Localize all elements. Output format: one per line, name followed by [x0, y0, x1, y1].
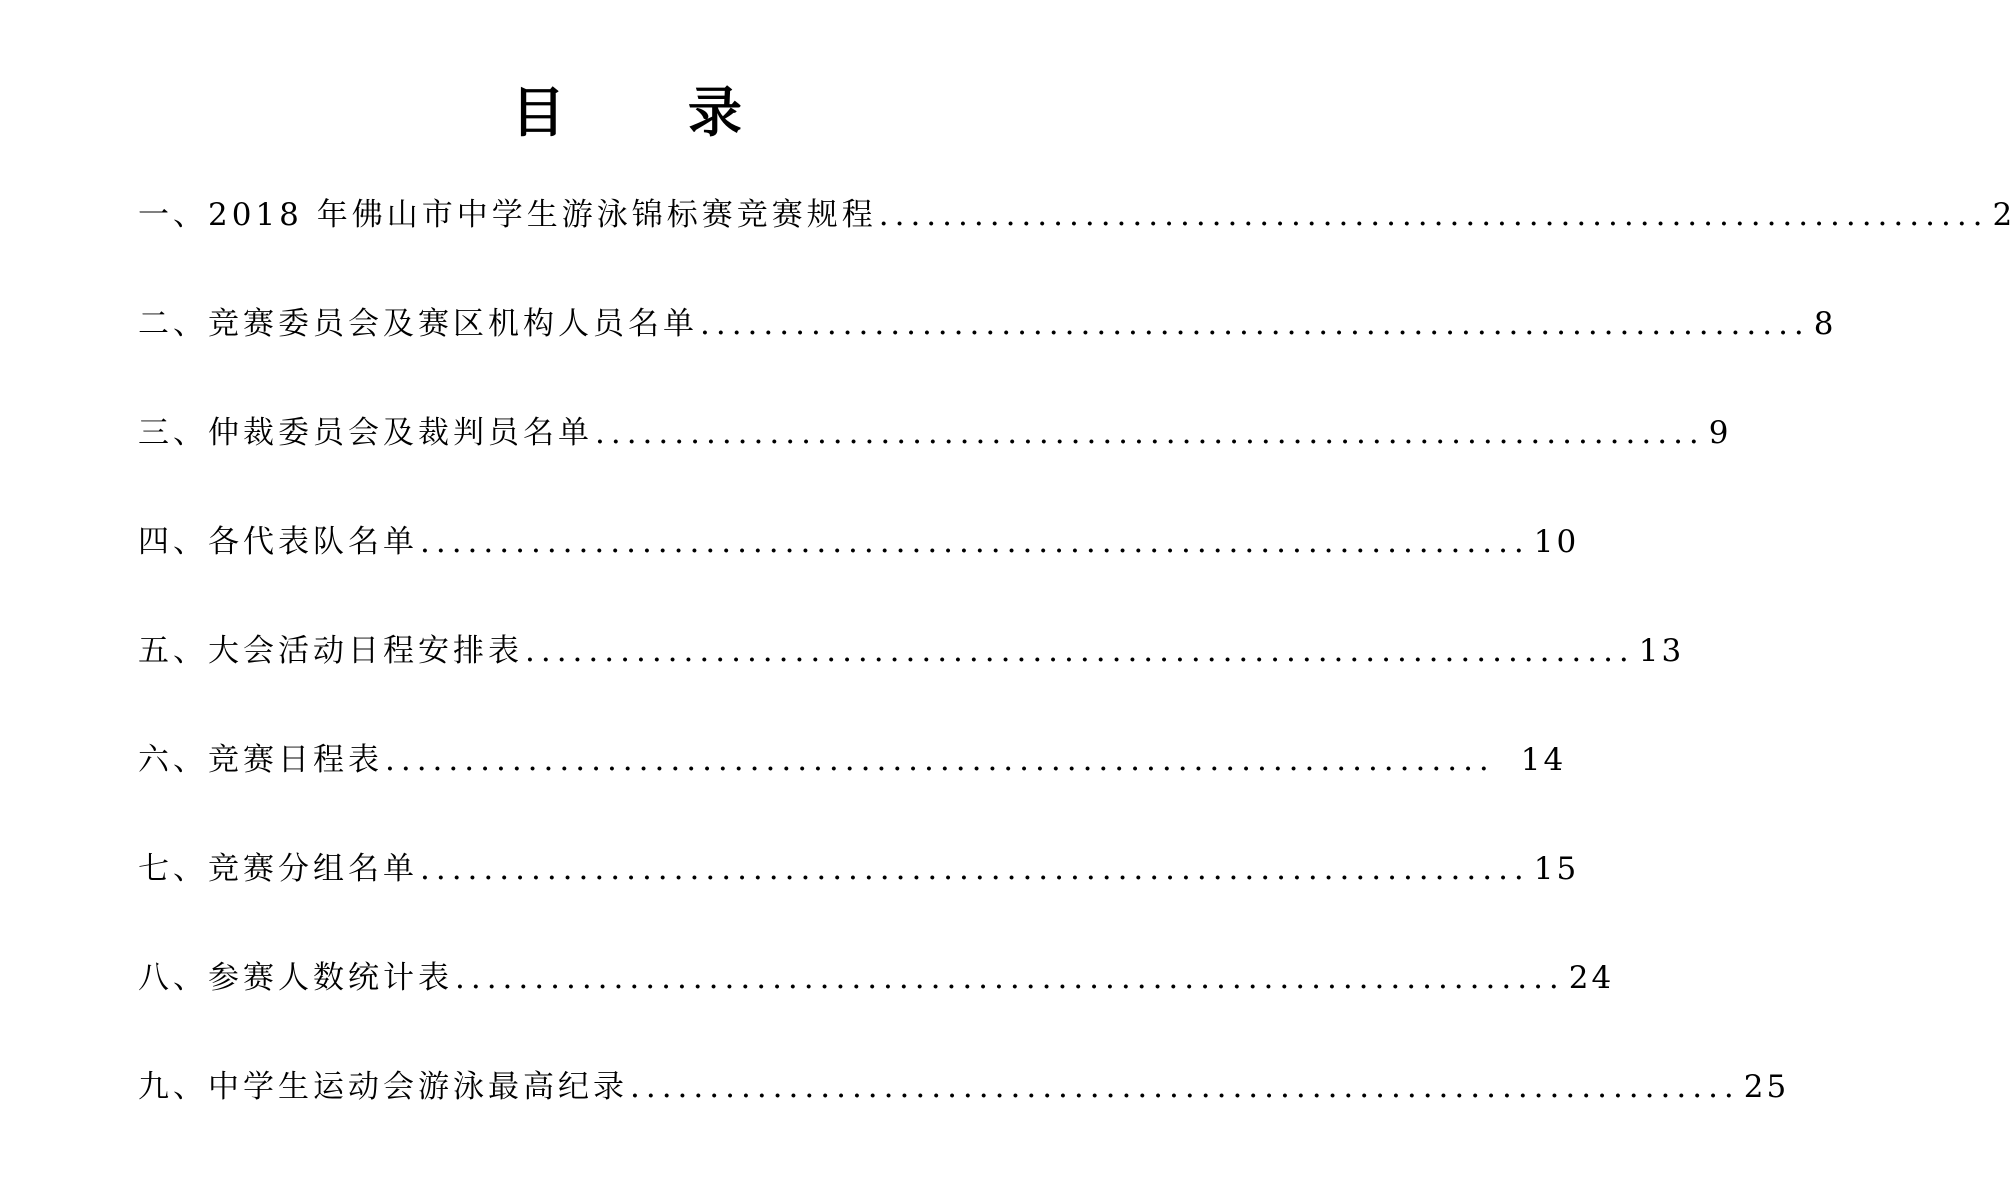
- toc-page-number: 15: [1533, 851, 1580, 887]
- toc-entry-label: 五、大会活动日程安排表: [138, 633, 523, 669]
- toc-page-number: 10: [1533, 524, 1580, 560]
- dot-leader: ......................................................................: [630, 1069, 1740, 1105]
- page-title: 目 录: [511, 81, 794, 144]
- toc-entry: [138, 411, 1732, 455]
- toc-entry: [138, 956, 1615, 1000]
- toc-entry: [138, 738, 1567, 782]
- dot-leader: ......................................................................: [420, 851, 1530, 887]
- toc-page-number: 14: [1520, 742, 1567, 778]
- toc-entry: [138, 1065, 1790, 1109]
- dot-leader: ......................................................................: [455, 960, 1565, 996]
- toc-entry-label: 九、中学生运动会游泳最高纪录: [138, 1069, 628, 1105]
- dot-leader: ......................................................................: [595, 415, 1705, 451]
- toc-entry: [138, 629, 1685, 673]
- toc-entry: [138, 302, 1837, 346]
- dot-leader: ......................................................................: [878, 197, 1989, 233]
- toc-entry-label: 六、竞赛日程表: [138, 742, 383, 778]
- toc-entry: [138, 520, 1580, 564]
- toc-entry-label: 二、竞赛委员会及赛区机构人员名单: [138, 306, 698, 342]
- toc-page-number: 13: [1638, 633, 1685, 669]
- toc-entry-label: 七、竞赛分组名单: [138, 851, 418, 887]
- toc-entry-label: 一、2018 年佛山市中学生游泳锦标赛竞赛规程: [138, 197, 877, 233]
- toc-entry: [138, 193, 2015, 237]
- toc-page-number: 9: [1708, 415, 1732, 451]
- toc-entry-label: 八、参赛人数统计表: [138, 960, 453, 996]
- dot-leader: ......................................................................: [385, 742, 1495, 778]
- toc-page-number: 8: [1813, 306, 1837, 342]
- toc-entry-label: 四、各代表队名单: [138, 524, 418, 560]
- toc-page-number: 25: [1743, 1069, 1790, 1105]
- toc-page-number: 2: [1992, 197, 2015, 233]
- toc-page-number: 24: [1568, 960, 1615, 996]
- dot-leader: ......................................................................: [420, 524, 1530, 560]
- toc-entry-label: 三、仲裁委员会及裁判员名单: [138, 415, 593, 451]
- dot-leader: ......................................................................: [700, 306, 1810, 342]
- toc-entry: [138, 847, 1580, 891]
- dot-leader: ......................................................................: [525, 633, 1635, 669]
